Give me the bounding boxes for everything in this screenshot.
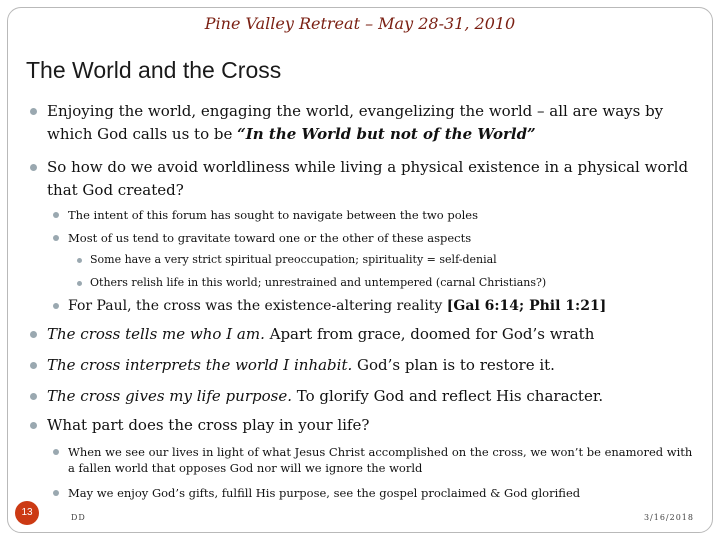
scripture-reference: [Gal 6:14; Phil 1:21] bbox=[446, 298, 607, 314]
bullet-dot bbox=[30, 393, 37, 400]
bullet-text: What part does the cross play in your life? bbox=[47, 416, 370, 434]
bullet-worldliness-calling bbox=[47, 100, 697, 146]
bullet-text: So how do we avoid worldliness while living a physical existence in a physical world that God created? bbox=[47, 158, 689, 199]
footer-date: 3/16/2018 bbox=[643, 513, 694, 522]
bullet-dot bbox=[53, 449, 59, 455]
bullet-dot bbox=[30, 331, 37, 338]
bullet-text: Some have a very strict spiritual preoccupation; spirituality = self-denial bbox=[90, 253, 497, 266]
bullet-text: When we see our lives in light of what Jesus Christ accomplished on the cross, we won’t be enamored with a fallen world that opposes God nor will we ignore the world bbox=[68, 445, 693, 475]
bullet-text: May we enjoy God’s gifts, fulfill His purpose, see the gospel proclaimed & God glorified bbox=[68, 486, 581, 500]
bullet-dot bbox=[77, 258, 82, 263]
subbullet-paul-cross bbox=[68, 297, 688, 315]
bullet-text: For Paul, the cross was the existence-altering reality bbox=[68, 298, 443, 314]
subbullet-gravitate bbox=[68, 230, 688, 246]
subbullet-forum-intent bbox=[68, 207, 688, 223]
subbullet-enjoy-gifts bbox=[68, 485, 698, 501]
bullet-text: Apart from grace, doomed for God’s wrath bbox=[264, 325, 595, 343]
subsubbullet-carnal bbox=[90, 275, 690, 291]
bullet-emphasis: “In the World but not of the World” bbox=[237, 125, 536, 143]
bullet-dot bbox=[77, 281, 82, 286]
bullet-text: Others relish life in this world; unrestrained and untempered (carnal Christians?) bbox=[90, 276, 547, 289]
bullet-dot bbox=[53, 303, 59, 309]
bullet-dot bbox=[30, 362, 37, 369]
bullet-italic-text: The cross tells me who I am. bbox=[47, 325, 265, 343]
bullet-text: Enjoying the world, engaging the world, evangelizing the world – all are ways by which God calls us to be bbox=[47, 102, 664, 143]
slide-header: Pine Valley Retreat – May 28-31, 2010 bbox=[204, 14, 516, 33]
bullet-dot bbox=[53, 235, 59, 241]
bullet-cross-purpose bbox=[47, 385, 697, 408]
slide-title: The World and the Cross bbox=[26, 57, 282, 83]
bullet-italic-text: The cross gives my life purpose. bbox=[47, 387, 292, 405]
bullet-cross-question bbox=[47, 414, 697, 437]
bullet-avoid-worldliness bbox=[47, 156, 697, 202]
subbullet-enamored bbox=[68, 444, 698, 476]
bullet-cross-world bbox=[47, 354, 697, 377]
bullet-dot bbox=[30, 422, 37, 429]
slide-number-badge: 13 bbox=[15, 501, 39, 525]
bullet-text: God’s plan is to restore it. bbox=[352, 356, 555, 374]
bullet-dot bbox=[30, 164, 37, 171]
bullet-italic-text: The cross interprets the world I inhabit. bbox=[47, 356, 353, 374]
bullet-cross-identity bbox=[47, 323, 697, 346]
bullet-dot bbox=[53, 212, 59, 218]
subsubbullet-spiritual bbox=[90, 252, 690, 268]
bullet-text: To glorify God and reflect His character. bbox=[291, 387, 604, 405]
bullet-dot bbox=[53, 490, 59, 496]
bullet-dot bbox=[30, 108, 37, 115]
bullet-text: The intent of this forum has sought to navigate between the two poles bbox=[68, 208, 479, 222]
footer-author: DD bbox=[71, 513, 86, 522]
bullet-text: Most of us tend to gravitate toward one or the other of these aspects bbox=[68, 231, 472, 245]
